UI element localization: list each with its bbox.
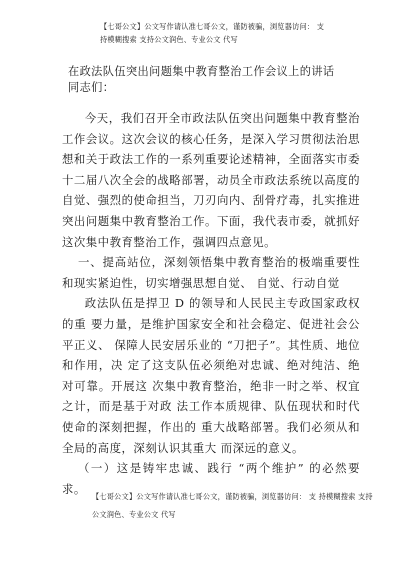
paragraph-intro: 今天，我们召开全市政法队伍突出问题集中教育整治工作会议。这次会议的核心任务，是深入学习贯彻法治思想和关于政法工作的一系列重要论述精神，全面落实市委十二届八次全会的战略部署，动员全市政法系统以高度的自觉、强烈的使命担当，刀刃向内、刮骨疗毒，扎实推进突出问题集中教育整治工作。下面，我代表市委，就抓好这次集中教育整治工作，强调四点意见。 bbox=[62, 111, 360, 249]
salutation: 同志们： bbox=[68, 81, 115, 94]
document-title bbox=[68, 64, 368, 96]
subsection-heading-1: （一）这是铸牢忠诚、践行 “两个维护” 的必然要求。 bbox=[62, 461, 360, 496]
speech-title: 在政法队伍突出问题集中教育整治工作会议上的讲话 bbox=[68, 65, 335, 78]
section-heading-1: 一、提高站位，深刻领悟集中教育整治的极端重要性和现实紧迫性，切实增强思想自觉、 自觉、行动自觉 bbox=[62, 255, 360, 290]
footer-note-line-2: 公文润色、专业公文 代写 bbox=[92, 510, 176, 519]
footer-watermark-note bbox=[92, 488, 392, 524]
header-note-line-2: 持模糊搜索 支持公文润色、专业公文 代写 bbox=[100, 35, 238, 44]
header-note-line-1: 【七哥公文】公文写作请认准七哥公文，谨防被骗，浏览器访问： 支 bbox=[100, 22, 325, 31]
paragraph-body-1: 政法队伍是捍卫 D 的领导和人民民主专政国家政权的重 要力量，是维护国家安全和社会稳定、促进社会公平正义、 保障人民安居乐业的 “刀把子”。其性质、地位和作用，决 定了这支队伍必须绝对忠诚、绝对纯洁、绝对可靠。开展这 次集中教育整治，绝非一时之举、权宜之计，而是基于对政 法工作本质规律、队伍现状和时代使命的深刻把握，作出的 重大战略部署。我们必须从和全局的高度，深刻认识其重大 而深远的意义。 bbox=[62, 296, 360, 455]
footer-note-line-1: 【七哥公文】公文写作请认准七哥公文，谨防被骗，浏览器访问： 支 持模糊搜索 支持 bbox=[92, 492, 373, 501]
document-body bbox=[62, 108, 360, 499]
header-watermark-note bbox=[100, 20, 400, 46]
